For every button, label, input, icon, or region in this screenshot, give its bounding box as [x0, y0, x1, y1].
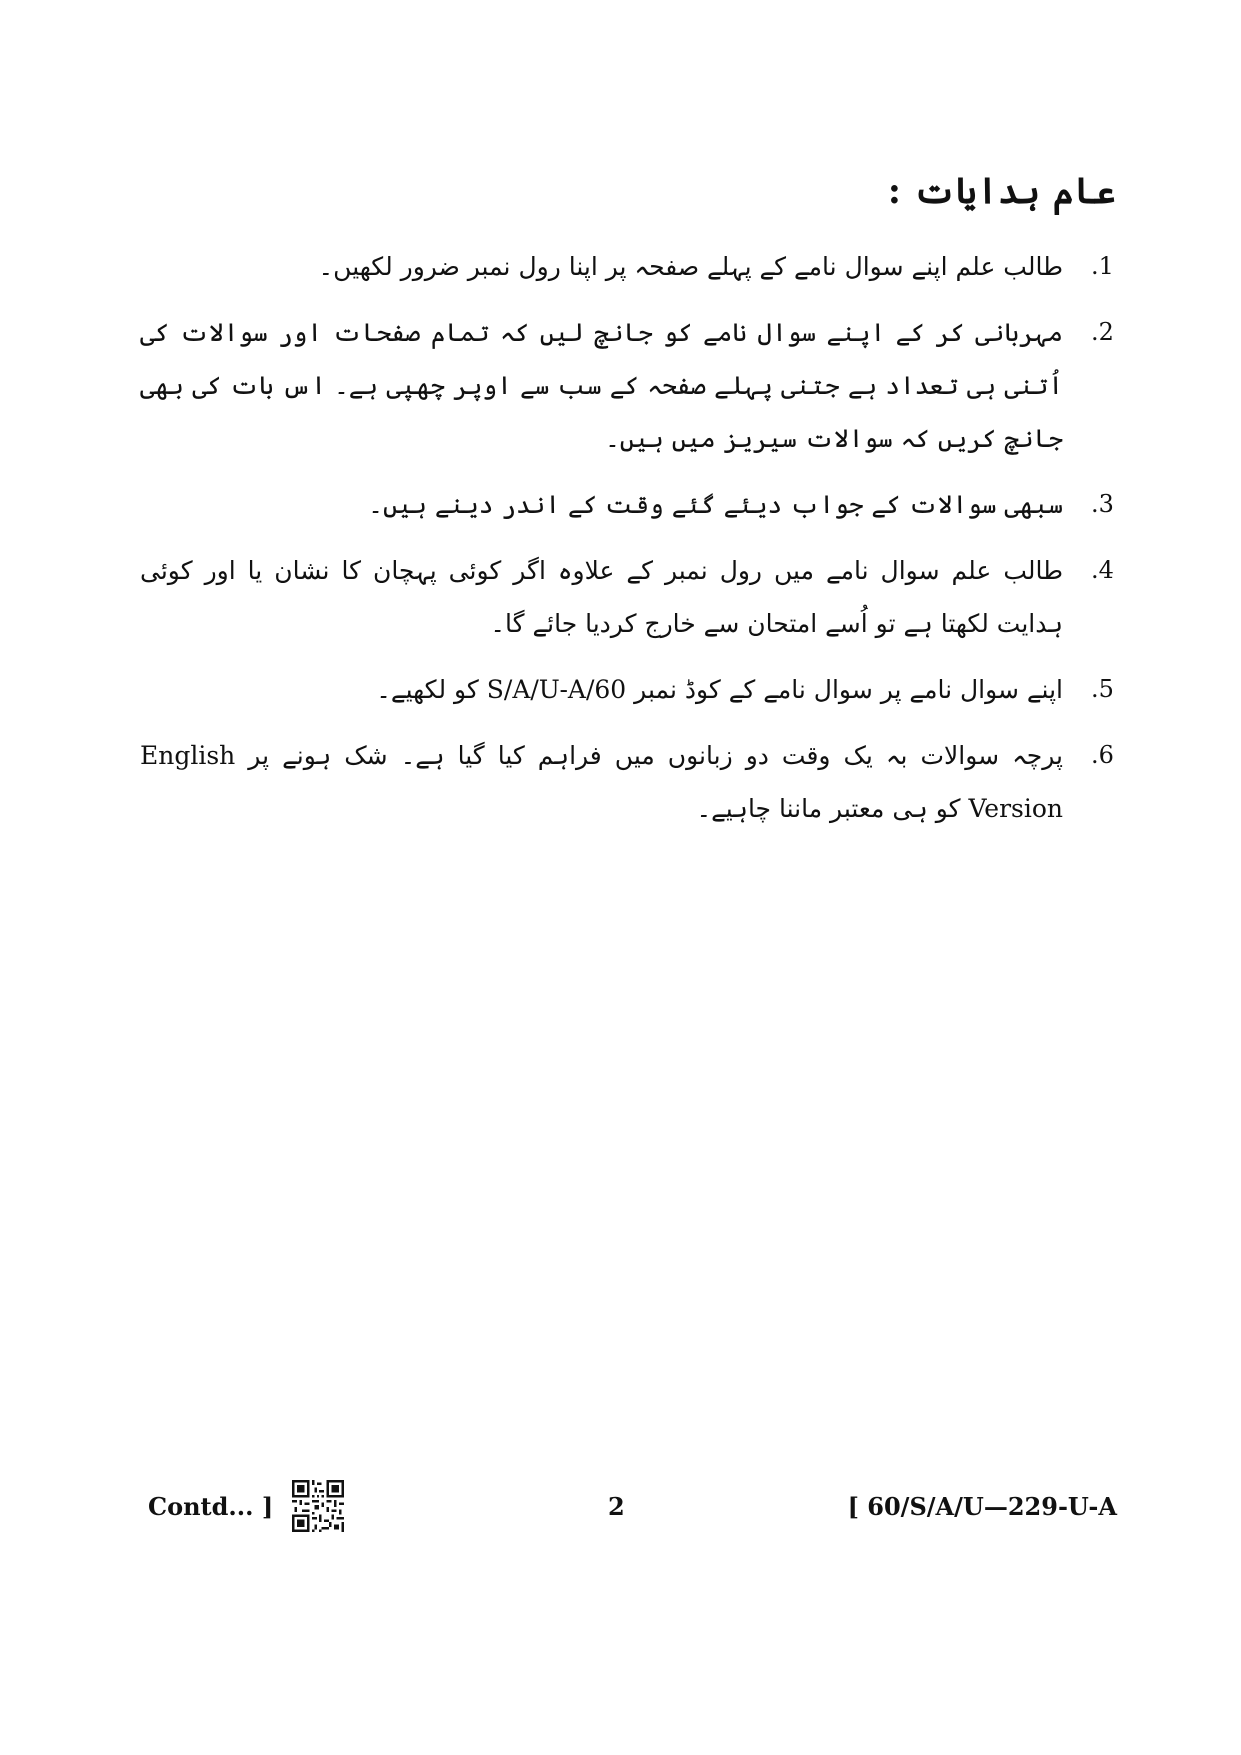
- instruction-item: [140, 240, 1125, 293]
- instruction-item: [140, 544, 1125, 650]
- instruction-text: سبھی سوالات کے جواب دیئے گئے وقت کے اندر دینے ہیں۔: [368, 490, 1063, 519]
- instruction-number: .2: [1091, 318, 1114, 346]
- instructions-heading: عام ہدایات :: [887, 170, 1116, 212]
- continued-label: Contd... ]: [148, 1492, 274, 1521]
- instruction-item: [140, 478, 1125, 531]
- qr-code-icon: [292, 1480, 344, 1532]
- instruction-item: [140, 663, 1125, 716]
- paper-code: [ 60/S/A/U—229-U-A: [847, 1492, 1117, 1521]
- instruction-text: طالب علم سوال نامے میں رول نمبر کے علاوہ اگر کوئی پہچان کا نشان یا اور کوئی ہدایت لکھتا ہے تو اُسے امتحان سے خارج کردیا جائے گا۔: [140, 556, 1063, 638]
- instruction-text: طالب علم اپنے سوال نامے کے پہلے صفحہ پر اپنا رول نمبر ضرور لکھیں۔: [318, 252, 1063, 281]
- instruction-number: .6: [1091, 741, 1114, 769]
- instruction-number: .3: [1091, 490, 1114, 518]
- instructions-list: [140, 240, 1125, 848]
- page-number: 2: [608, 1492, 625, 1521]
- instruction-item: [140, 729, 1125, 835]
- instruction-text: مہربانی کر کے اپنے سوال نامے کو جانچ لیں کہ تمام صفحات اور سوالات کی اُتنی ہی تعداد ہے جتنی پہلے صفحہ کے سب سے اوپر چھپی ہے۔ اس بات کی بھی جانچ کریں کہ سوالات سیریز میں ہیں۔: [140, 318, 1063, 453]
- instruction-item: [140, 306, 1125, 465]
- instruction-number: .4: [1091, 556, 1114, 584]
- instruction-text: اپنے سوال نامے پر سوال نامے کے کوڈ نمبر 60/S/A/U-A کو لکھیے۔: [376, 675, 1063, 704]
- instruction-number: .5: [1091, 675, 1114, 703]
- page-footer: [0, 1480, 1241, 1560]
- instruction-number: .1: [1091, 252, 1114, 280]
- instruction-text: پرچہ سوالات بہ یک وقت دو زبانوں میں فراہم کیا گیا ہے۔ شک ہونے پر English Version کو ہی معتبر ماننا چاہیے۔: [140, 741, 1063, 823]
